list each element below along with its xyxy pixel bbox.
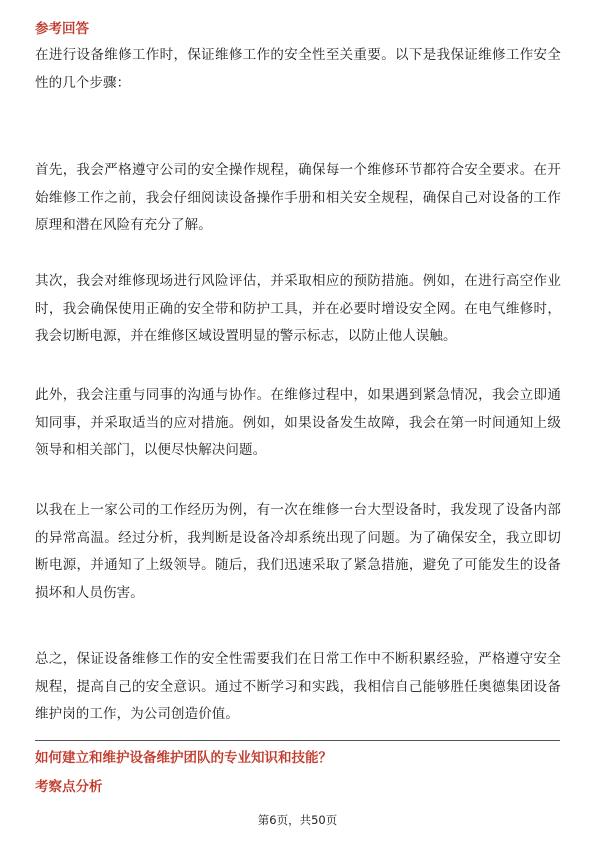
paragraph-third: 此外，我会注重与同事的沟通与协作。在维修过程中，如果遇到紧急情况，我会立即通知同事，并采取适当的应对措施。例如，如果设备发生故障，我会在第一时间通知上级领导和相关部门，以便尽快解决问题。 xyxy=(35,387,561,458)
paragraph-first: 首先，我会严格遵守公司的安全操作规程，确保每一个维修环节都符合安全要求。在开始维修工作之前，我会仔细阅读设备操作手册和相关安全规程，确保自己对设备的工作原理和潜在风险有充分了解。 xyxy=(35,162,561,233)
section-divider xyxy=(35,740,560,741)
paragraph-conclusion: 总之，保证设备维修工作的安全性需要我们在日常工作中不断积累经验，严格遵守安全规程，提高自己的安全意识。通过不断学习和实践，我相信自己能够胜任奥德集团设备维护岗的工作，为公司创造价值。 xyxy=(35,651,561,722)
page-number-footer: 第6页，共50页 xyxy=(257,813,338,827)
paragraph-intro: 在进行设备维修工作时，保证维修工作的安全性至关重要。以下是我保证维修工作安全性的几个步骤： xyxy=(35,47,561,91)
paragraph-second: 其次，我会对维修现场进行风险评估，并采取相应的预防措施。例如，在进行高空作业时，我会确保使用正确的安全带和防护工具，并在必要时增设安全网。在电气维修时，我会切断电源，并在维修区域设置明显的警示标志，以防止他人误触。 xyxy=(35,273,561,344)
reference-answer-heading: 参考回答 xyxy=(35,21,89,37)
analysis-subheading: 考察点分析 xyxy=(35,779,103,795)
paragraph-example: 以我在上一家公司的工作经历为例，有一次在维修一台大型设备时，我发现了设备内部的异常高温。经过分析，我判断是设备冷却系统出现了问题。为了确保安全，我立即切断电源，并通知了上级领导。随后，我们迅速采取了紧急措施，避免了可能发生的设备损坏和人员伤害。 xyxy=(35,502,561,601)
next-question-heading: 如何建立和维护设备维护团队的专业知识和技能？ xyxy=(35,750,332,766)
